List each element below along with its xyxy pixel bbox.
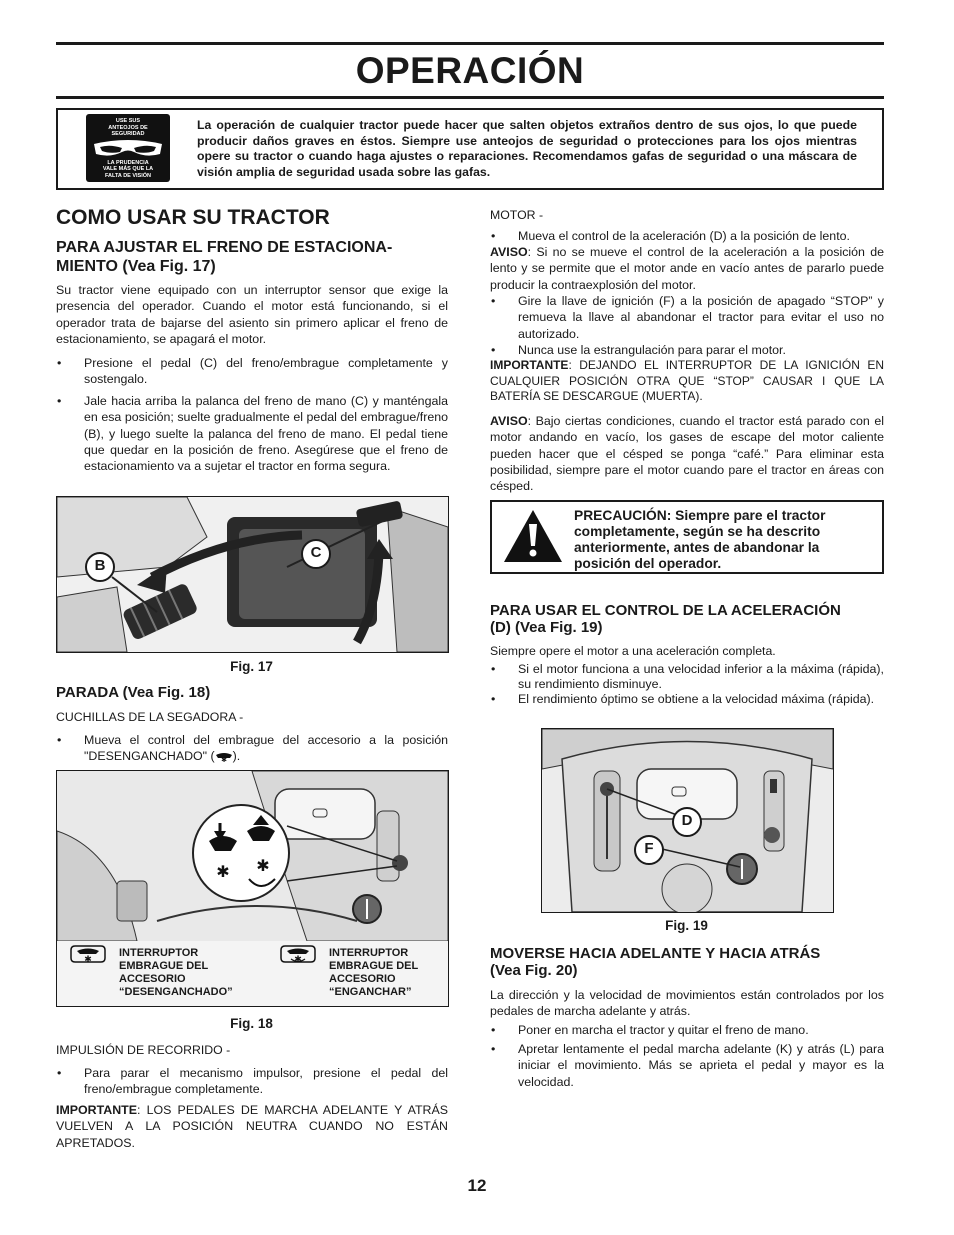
header-rule-bottom	[56, 96, 884, 99]
throttle-heading-line: PARA USAR EL CONTROL DE LA ACELERACIÓN	[490, 602, 841, 619]
move-heading-line: (Vea Fig. 20)	[490, 962, 578, 979]
aviso-label: AVISO	[490, 414, 528, 428]
legend-line: ACCESORIO	[329, 973, 396, 985]
important-label: IMPORTANTE	[56, 1103, 137, 1117]
move-heading	[490, 945, 890, 979]
figure-18-caption: Fig. 18	[230, 1016, 273, 1031]
parking-brake-illustration	[57, 497, 448, 652]
legend-engaged-text	[329, 947, 449, 999]
throttle-bullet: • Si el motor funciona a una velocidad inferior a la máxima (rápida), su rendimiento disminuye.	[518, 662, 884, 691]
throttle-heading-line: (D) (Vea Fig. 19)	[490, 619, 603, 636]
warning-triangle-icon	[502, 508, 564, 564]
svg-text:✱: ✱	[294, 955, 302, 963]
legend-line: INTERRUPTOR	[119, 947, 199, 959]
figure-17	[56, 496, 449, 653]
move-intro: La dirección y la velocidad de movimientos están controlados por los pedales de marcha adelante y atrás.	[490, 988, 884, 1019]
figure-19-caption: Fig. 19	[665, 918, 708, 933]
brake-heading-line: PARA AJUSTAR EL FRENO DE ESTACIONA-	[56, 239, 393, 256]
legend-line: EMBRAGUE DEL	[119, 960, 209, 972]
motor-label: MOTOR -	[490, 208, 544, 222]
aviso-text: : Bajo ciertas condiciones, cuando el tractor está parado con el motor andando en vacío, los gases de escape del motor caliente pueden hacer que el césped se ponga “café.” Para eliminar esta posibilidad, siempre pare el motor cuando pare el tractor en áreas con césped.	[490, 414, 884, 494]
move-bullet: • Apretar lentamente el pedal marcha adelante (K) y atrás (L) para iniciar el movimiento. Más se aprieta el pedal y mayor es la velocidad.	[518, 1041, 884, 1090]
legend-disengaged-text	[119, 947, 259, 999]
badge-line: VALE MÁS QUE LA	[102, 166, 154, 172]
throttle-bullet: • El rendimiento óptimo se obtiene a la velocidad máxima (rápida).	[518, 692, 884, 707]
page-number: 12	[467, 1176, 487, 1195]
badge-line: SEGURIDAD	[111, 131, 145, 137]
aviso-note-2	[490, 413, 884, 494]
page-title: OPERACIÓN	[355, 50, 585, 91]
safety-warning-box	[56, 108, 884, 190]
badge-line: FALTA DE VISIÓN	[104, 172, 152, 179]
callout-c: C	[301, 539, 331, 569]
pto-disengaged-icon	[69, 945, 107, 963]
header-rule-top	[56, 42, 884, 45]
svg-text:✱: ✱	[216, 862, 230, 881]
left-important-note	[56, 1102, 448, 1151]
drive-label: IMPULSIÓN DE RECORRIDO -	[56, 1043, 231, 1057]
brake-heading	[56, 238, 456, 276]
blades-label: CUCHILLAS DE LA SEGADORA -	[56, 710, 244, 724]
figure-19	[541, 728, 834, 913]
figure-18	[56, 770, 449, 1007]
throttle-heading	[490, 602, 890, 636]
svg-text:✱: ✱	[256, 856, 270, 875]
badge-line: LA PRUDENCIA	[107, 159, 149, 166]
blades-bullet-text-end: ).	[232, 749, 241, 764]
safety-goggles-badge	[86, 114, 170, 182]
badge-text-bottom	[86, 160, 170, 180]
badge-text-top	[86, 118, 170, 138]
blades-bullet-text: Mueva el control del embrague del accesorio a la posición "DESENGANCHADO" (	[84, 733, 448, 764]
badge-line: ANTEOJOS DE	[108, 124, 148, 131]
pto-engaged-icon	[279, 945, 317, 963]
caution-box	[490, 500, 884, 574]
brake-heading-line: MIENTO (Vea Fig. 17)	[56, 258, 216, 275]
figure-17-caption: Fig. 17	[230, 659, 273, 674]
callout-b: B	[85, 552, 115, 582]
right-important-note	[490, 358, 884, 405]
motor-bullet: • Mueva el control de la aceleración (D) a la posición de lento.	[518, 228, 884, 244]
stop-heading: PARADA (Vea Fig. 18)	[56, 684, 211, 701]
svg-text:✱: ✱	[220, 756, 227, 763]
brake-bullet: • Presione el pedal (C) del freno/embrague completamente y sostengalo.	[84, 355, 448, 388]
motor-bullet: • Gire la llave de ignición (F) a la posición de apagado “STOP” y remueva la llave al abandonar el tractor para evitar el uso no autorizado.	[518, 293, 884, 342]
legend-line: ACCESORIO	[119, 973, 186, 985]
aviso-text: : Si no se mueve el control de la aceleración a la posición de lento y se permite que el motor ande en vacío antes de pararlo puede producir la contraexplosión del motor.	[490, 245, 884, 292]
pto-disengaged-icon	[215, 750, 233, 761]
drive-bullet: • Para parar el mecanismo impulsor, presione el pedal del freno/embrague completamente.	[84, 1065, 448, 1098]
brake-intro: Su tractor viene equipado con un interruptor sensor que exige la presencia del operador. Cuando el motor está funcionando, si el operador trata de bajarse del asiento sin primero aplicar el freno de estacionamiento, se apagará el motor.	[56, 283, 448, 346]
callout-f: F	[634, 835, 664, 865]
aviso-note-1	[490, 244, 884, 293]
important-label: IMPORTANTE	[490, 358, 569, 372]
aviso-label: AVISO	[490, 245, 528, 259]
motor-bullet: • Nunca use la estrangulación para parar el motor.	[518, 342, 884, 358]
important-text: : DEJANDO EL INTERRUPTOR DE LA IGNICIÓN EN CUALQUIER POSICIÓN OTRA QUE “STOP” CAUSAR I QUE LA BATERÍA SE DESCARGUE (MUERTA).	[490, 358, 884, 403]
callout-d: D	[672, 807, 702, 837]
caution-text: PRECAUCIÓN: Siempre pare el tractor completamente, según se ha descrito anteriormente, antes de abandonar la posición del operador.	[574, 508, 826, 571]
important-text: : LOS PEDALES DE MARCHA ADELANTE Y ATRÁS VUELVEN A LA POSICIÓN NEUTRA CUANDO NO ESTÁN APRETADOS.	[56, 1103, 448, 1150]
section-title: COMO USAR SU TRACTOR	[56, 206, 330, 229]
goggles-icon	[86, 138, 170, 160]
safety-warning-text: La operación de cualquier tractor puede hacer que salten objetos extraños dentro de sus ojos, lo que puede producir daños graves en éstos. Siempre use anteojos de seguridad o protecciones para los ojos mientras opere su tractor o cuando haga ajustes o reparaciones. Recomendamos gafas de seguridad o una máscara de visión amplia de seguridad usada sobre las gafas.	[197, 118, 857, 179]
badge-line: USE SUS	[115, 118, 141, 124]
legend-line: “ENGANCHAR”	[329, 986, 412, 998]
legend-line: “DESENGANCHADO”	[119, 986, 233, 998]
brake-bullet: • Jale hacia arriba la palanca del freno de mano (C) y manténgala en esa posición; suelte gradualmente el pedal del embrague/freno (B), y luego suelte la palanca del freno de mano. El pedal tiene que quedar en la posición de freno. Asegúrese que el freno de estacionamiento va a sujetar el tractor en forma segura.	[84, 393, 448, 474]
move-heading-line: MOVERSE HACIA ADELANTE Y HACIA ATRÁS	[490, 945, 821, 962]
svg-text:✱: ✱	[84, 955, 92, 963]
throttle-intro: Siempre opere el motor a una aceleración completa.	[490, 644, 776, 658]
attachment-clutch-illustration	[57, 771, 448, 941]
legend-line: INTERRUPTOR	[329, 947, 409, 959]
move-bullet: • Poner en marcha el tractor y quitar el freno de mano.	[518, 1022, 884, 1038]
legend-line: EMBRAGUE DEL	[329, 960, 419, 972]
blades-bullet	[84, 732, 448, 765]
